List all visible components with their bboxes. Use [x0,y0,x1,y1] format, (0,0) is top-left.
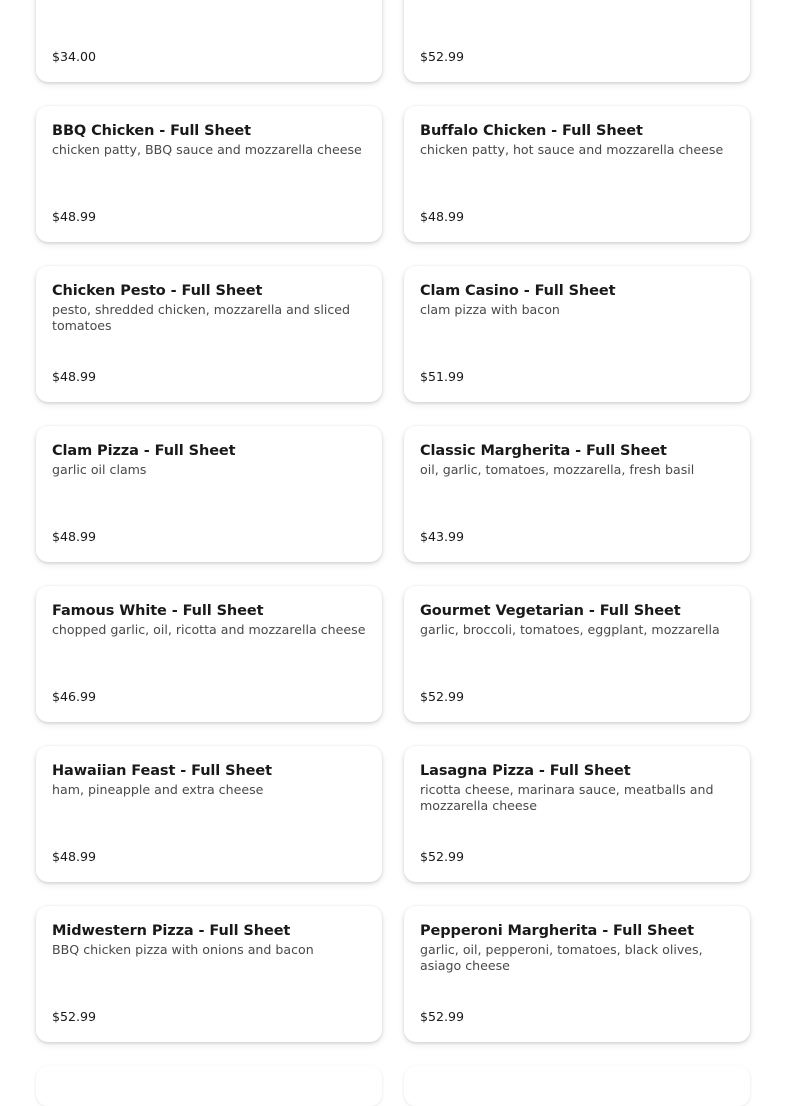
menu-item-description: ricotta cheese, marinara sauce, meatballs and mozzarella cheese [420,782,714,813]
menu-item-card[interactable] [404,0,750,82]
menu-item-card[interactable] [36,906,382,1042]
menu-item-price: $52.99 [420,1009,465,1024]
menu-item-card[interactable] [404,426,750,562]
menu-item-price: $48.99 [52,529,97,544]
menu-item-card[interactable] [36,0,382,82]
menu-item-card[interactable] [404,746,750,882]
menu-item-title: Famous White - Full Sheet [52,603,264,619]
menu-item-price: $48.99 [420,209,465,224]
menu-item-description: chicken patty, BBQ sauce and mozzarella cheese [52,142,362,157]
menu-item-card[interactable] [36,586,382,722]
menu-item-description: clam pizza with bacon [420,302,560,317]
menu-item-price: $34.00 [52,49,97,64]
menu-item-card[interactable] [404,106,750,242]
menu-item-card[interactable] [404,906,750,1042]
menu-item-price: $48.99 [52,209,97,224]
menu-item-description: BBQ chicken pizza with onions and bacon [52,942,314,957]
menu-item-description: chopped garlic, oil, ricotta and mozzarella cheese [52,622,366,637]
menu-item-card[interactable] [404,586,750,722]
menu-item-card-partial[interactable] [36,1066,382,1106]
menu-item-card[interactable] [36,106,382,242]
menu-item-description: garlic oil clams [52,462,147,477]
menu-item-card[interactable] [36,426,382,562]
menu-item-title: Lasagna Pizza - Full Sheet [420,763,631,779]
menu-item-grid [36,0,750,1106]
menu-item-description: ham, pineapple and extra cheese [52,782,264,797]
menu-item-price: $51.99 [420,369,465,384]
menu-item-title: Clam Pizza - Full Sheet [52,443,236,459]
menu-item-price: $43.99 [420,529,465,544]
menu-item-title: Hawaiian Feast - Full Sheet [52,763,272,779]
menu-item-title: Midwestern Pizza - Full Sheet [52,923,291,939]
menu-item-description: garlic, oil, pepperoni, tomatoes, black olives, asiago cheese [420,942,703,973]
menu-item-title: Clam Casino - Full Sheet [420,283,616,299]
menu-item-price: $52.99 [420,689,465,704]
menu-item-card[interactable] [404,266,750,402]
menu-item-title: Classic Margherita - Full Sheet [420,443,667,459]
menu-item-card[interactable] [36,746,382,882]
menu-item-card[interactable] [36,266,382,402]
menu-item-price: $48.99 [52,369,97,384]
menu-item-description: pesto, shredded chicken, mozzarella and sliced tomatoes [52,302,350,333]
menu-item-title: Gourmet Vegetarian - Full Sheet [420,603,681,619]
menu-item-price: $46.99 [52,689,97,704]
menu-item-price: $52.99 [52,1009,97,1024]
menu-item-title: BBQ Chicken - Full Sheet [52,123,251,139]
menu-item-price: $52.99 [420,49,465,64]
menu-item-price: $48.99 [52,849,97,864]
menu-item-title: Chicken Pesto - Full Sheet [52,283,263,299]
menu-item-card-partial[interactable] [404,1066,750,1106]
menu-item-price: $52.99 [420,849,465,864]
menu-item-description: garlic, broccoli, tomatoes, eggplant, mozzarella [420,622,720,637]
menu-item-title: Buffalo Chicken - Full Sheet [420,123,643,139]
menu-item-title: Pepperoni Margherita - Full Sheet [420,923,694,939]
menu-item-description: oil, garlic, tomatoes, mozzarella, fresh basil [420,462,695,477]
menu-item-description: chicken patty, hot sauce and mozzarella cheese [420,142,724,157]
